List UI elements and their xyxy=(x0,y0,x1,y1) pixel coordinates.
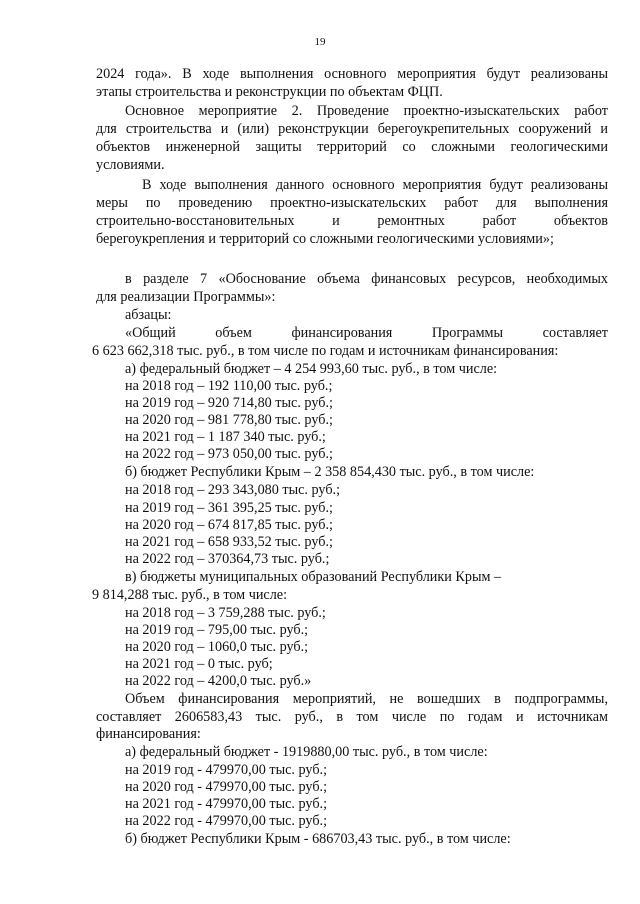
text-line: в разделе 7 «Обоснование объема финансовых ресурсов, необходимых xyxy=(125,271,608,287)
text-line: 2024 года». В ходе выполнения основного мероприятия будут реализованы xyxy=(96,66,608,82)
text-line: В ходе выполнения данного основного мероприятия будут реализованы xyxy=(142,177,608,193)
text-line: меры по проведению проектно-изыскательских работ для выполнения xyxy=(96,195,608,211)
text-line: на 2018 год – 3 759,288 тыс. руб.; xyxy=(125,605,326,621)
text-line: этапы строительства и реконструкции по объектам ФЦП. xyxy=(96,84,443,100)
text-line: Основное мероприятие 2. Проведение проектно-изыскательских работ xyxy=(125,103,608,119)
text-line: составляет 2606583,43 тыс. руб., в том числе по годам и источникам xyxy=(96,709,608,725)
text-line: на 2022 год – 973 050,00 тыс. руб.; xyxy=(125,446,333,462)
text-line: на 2020 год – 674 817,85 тыс. руб.; xyxy=(125,517,333,533)
text-line: строительно-восстановительных и ремонтных работ объектов xyxy=(96,213,608,229)
text-line: на 2021 год - 479970,00 тыс. руб.; xyxy=(125,796,328,812)
text-line: на 2021 год – 658 933,52 тыс. руб.; xyxy=(125,534,333,550)
text-line: на 2020 год – 981 778,80 тыс. руб.; xyxy=(125,412,333,428)
text-line: для реализации Программы»: xyxy=(96,289,276,305)
text-line: «Общий объем финансирования Программы составляет xyxy=(125,325,608,341)
text-line: Объем финансирования мероприятий, не вошедших в подпрограммы, xyxy=(125,691,608,707)
text-line: финансирования: xyxy=(96,726,201,742)
text-line: 9 814,288 тыс. руб., в том числе: xyxy=(92,587,288,603)
text-line: на 2020 год – 1060,0 тыс. руб.; xyxy=(125,639,309,655)
text-line: объектов инженерной защиты территорий со сложными геологическими xyxy=(96,139,608,155)
text-line: на 2022 год – 370364,73 тыс. руб.; xyxy=(125,551,330,567)
text-line: 6 623 662,318 тыс. руб., в том числе по годам и источникам финансирования: xyxy=(92,343,559,359)
text-line: абзацы: xyxy=(125,307,172,323)
text-line: на 2019 год – 920 714,80 тыс. руб.; xyxy=(125,395,333,411)
text-line: на 2021 год – 1 187 340 тыс. руб.; xyxy=(125,429,326,445)
text-line: на 2018 год – 192 110,00 тыс. руб.; xyxy=(125,378,333,394)
text-line: б) бюджет Республики Крым - 686703,43 тыс. руб., в том числе: xyxy=(125,831,511,847)
text-line: условиями. xyxy=(96,157,165,173)
text-line: б) бюджет Республики Крым – 2 358 854,430 тыс. руб., в том числе: xyxy=(125,464,535,480)
text-line: в) бюджеты муниципальных образований Республики Крым – xyxy=(125,569,502,585)
text-line: берегоукрепления и территорий со сложными геологическими условиями»; xyxy=(96,231,554,247)
text-line: на 2021 год – 0 тыс. руб; xyxy=(125,656,273,672)
text-line: на 2020 год - 479970,00 тыс. руб.; xyxy=(125,779,328,795)
text-line: а) федеральный бюджет – 4 254 993,60 тыс. руб., в том числе: xyxy=(125,361,498,377)
text-line: на 2019 год – 795,00 тыс. руб.; xyxy=(125,622,309,638)
text-line: на 2019 год - 479970,00 тыс. руб.; xyxy=(125,762,328,778)
text-line: а) федеральный бюджет - 1919880,00 тыс. руб., в том числе: xyxy=(125,744,488,760)
page-number: 19 xyxy=(314,36,326,48)
text-line: для строительства и (или) реконструкции берегоукрепительных сооружений и xyxy=(96,121,608,137)
text-line: на 2018 год – 293 343,080 тыс. руб.; xyxy=(125,482,341,498)
text-line: на 2019 год – 361 395,25 тыс. руб.; xyxy=(125,500,333,516)
text-line: на 2022 год - 479970,00 тыс. руб.; xyxy=(125,813,328,829)
text-line: на 2022 год – 4200,0 тыс. руб.» xyxy=(125,673,312,689)
